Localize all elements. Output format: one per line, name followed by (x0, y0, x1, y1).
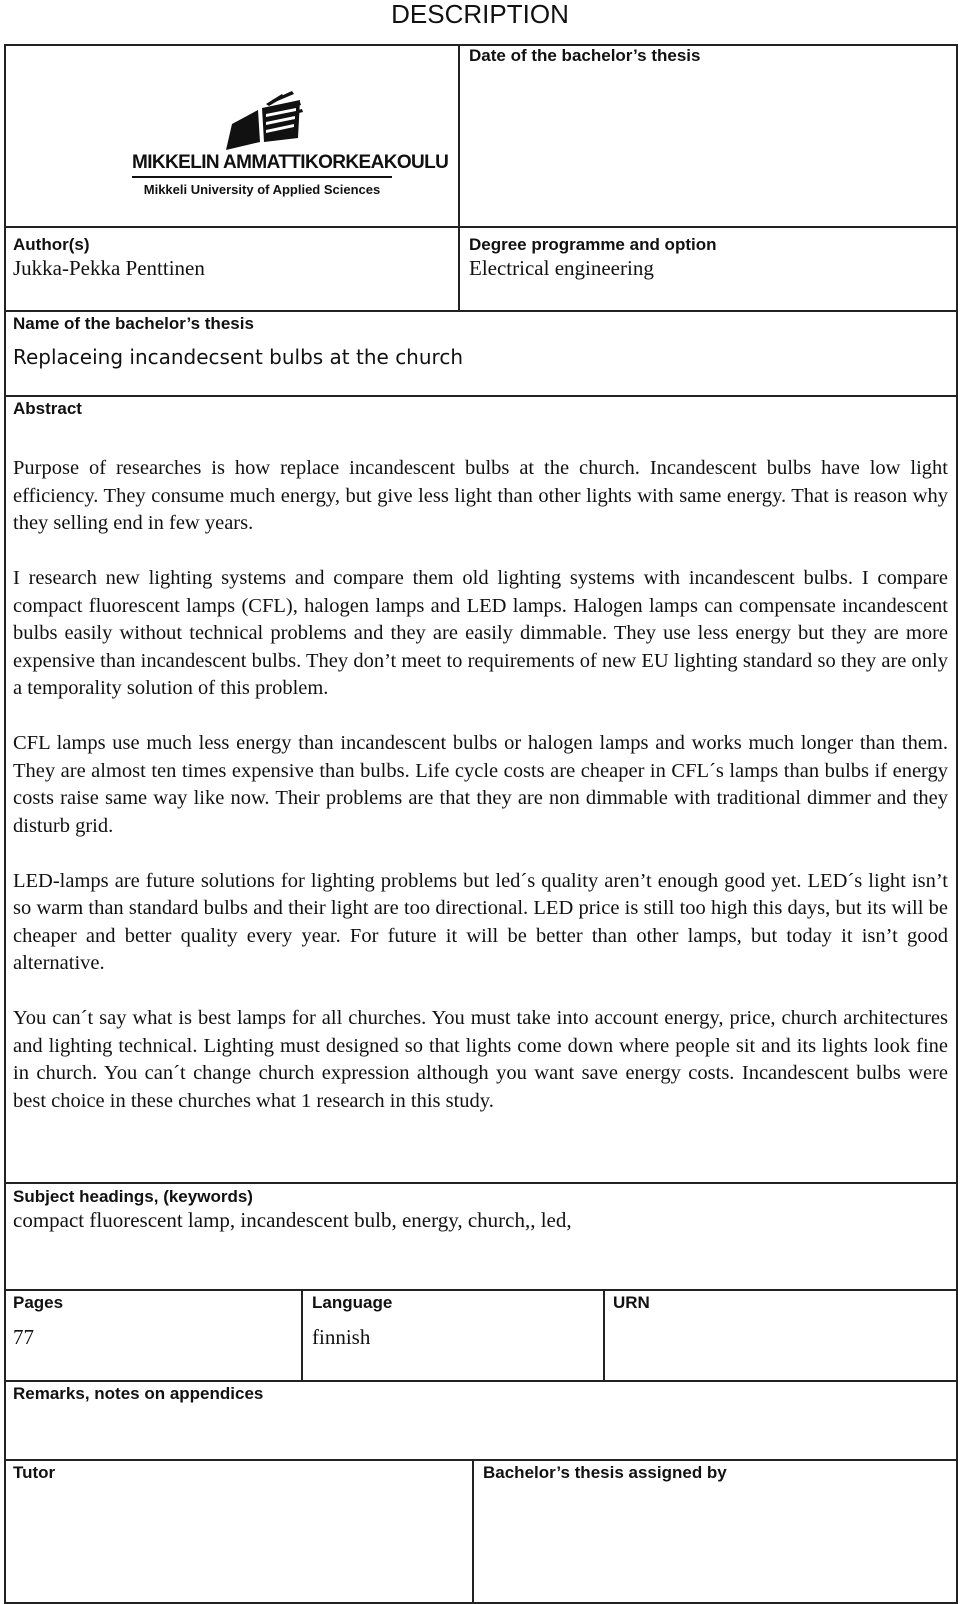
thesis-name-value: Replaceing incandecsent bulbs at the church (13, 345, 463, 369)
keywords-label: Subject headings, (keywords) (13, 1187, 253, 1206)
urn-label: URN (613, 1293, 650, 1312)
logo-name: MIKKELIN AMMATTIKORKEAKOULU (132, 152, 449, 173)
divider (4, 310, 958, 312)
logo-rule (132, 176, 392, 178)
divider (4, 1289, 958, 1291)
university-logo (132, 90, 449, 210)
divider (472, 1459, 474, 1604)
divider (4, 226, 958, 228)
divider (301, 1289, 303, 1382)
logo-subtitle: Mikkeli University of Applied Sciences (143, 182, 381, 197)
pages-label: Pages (13, 1293, 64, 1312)
page-title: DESCRIPTION (391, 0, 569, 29)
abstract-label: Abstract (13, 399, 82, 418)
author-value: Jukka-Pekka Penttinen (13, 256, 205, 280)
author-label: Author(s) (13, 235, 90, 254)
abstract-paragraph: CFL lamps use much less energy than incandescent bulbs or halogen lamps and works much longer than them. They are almost ten times expensive than bulbs. Life cycle costs are cheaper in CFL´s lamps than bulbs if energy costs raise same way like now. Their problems are that they are non dimmable with traditional dimmer and they disturb grid. (13, 732, 948, 837)
degree-label: Degree programme and option (469, 235, 717, 254)
remarks-label: Remarks, notes on appendices (13, 1384, 264, 1403)
degree-value: Electrical engineering (469, 256, 654, 280)
divider (458, 44, 460, 312)
divider (603, 1289, 605, 1382)
abstract-paragraph: You can´t say what is best lamps for all churches. You must take into account energy, price, church architectures and lighting technical. Lighting must designed so that lights come down where people sit and its lights look fine in church. You can´t change church expression although you want save energy costs. Incandescent bulbs were best choice in these churches what 1 research in this study. (13, 1007, 948, 1112)
abstract-paragraph: I research new lighting systems and compare them old lighting systems with incandescent bulbs. I compare compact fluorescent lamps (CFL), halogen lamps and LED lamps. Halogen lamps can compensate incandescent bulbs easily without technical problems and they are easily dimmable. They use less energy but they are more expensive than incandescent bulbs. They don’t meet to requirements of new EU lighting standard so they are only a temporality solution of this problem. (13, 567, 948, 699)
divider (4, 1380, 958, 1382)
tutor-label: Tutor (13, 1463, 56, 1482)
thesis-name-label: Name of the bachelor’s thesis (13, 314, 254, 333)
language-value: finnish (312, 1325, 371, 1349)
pages-value: 77 (13, 1325, 34, 1349)
assigned-by-label: Bachelor’s thesis assigned by (483, 1463, 727, 1482)
keywords-value: compact fluorescent lamp, incandescent bulb, energy, church,, led, (13, 1208, 572, 1232)
open-book-logo-icon (132, 90, 392, 152)
divider (4, 395, 958, 397)
abstract-paragraph: LED-lamps are future solutions for lighting problems but led´s quality aren’t enough good yet. LED´s light isn’t so warm than standard bulbs and their light are too directional. LED price is still too high this days, but its will be cheaper and better quality every year. For future it will be better than other lamps, but today it isn’t good alternative. (13, 869, 948, 974)
abstract-paragraph: Purpose of researches is how replace incandescent bulbs at the church. Incandescent bulbs have low light efficiency. They consume much energy, but give less light than other lights with same energy. That is reason why they selling end in few years. (13, 457, 948, 534)
language-label: Language (312, 1293, 393, 1312)
date-label: Date of the bachelor’s thesis (469, 46, 701, 65)
divider (4, 1459, 958, 1461)
divider (4, 1182, 958, 1184)
abstract-body (13, 455, 948, 1143)
